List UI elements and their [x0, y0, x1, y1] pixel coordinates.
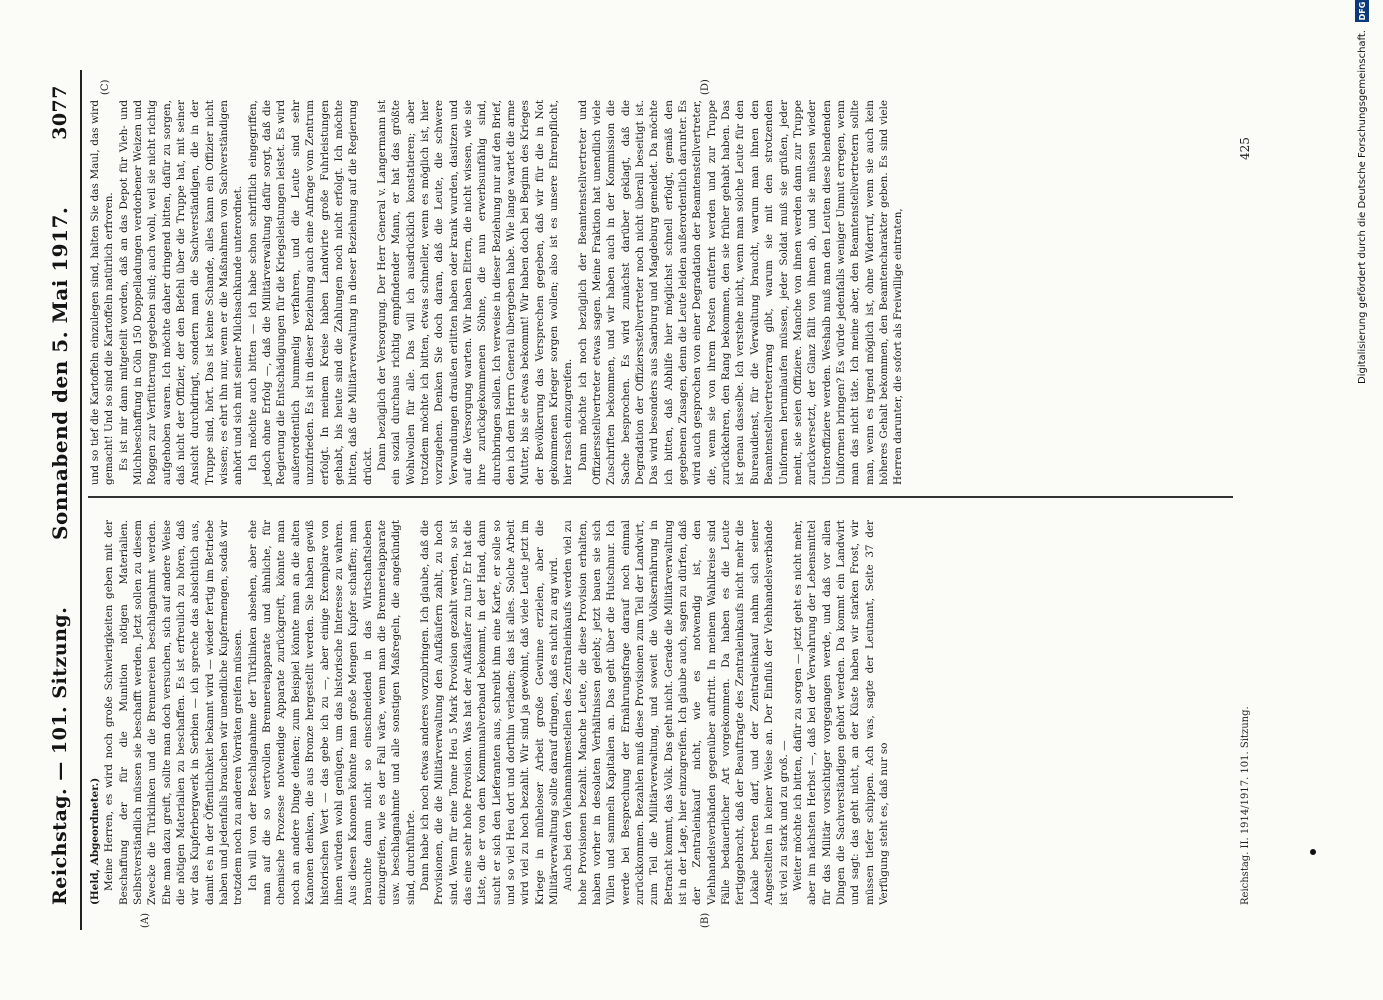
left-paragraph: Meine Herren, es wird noch große Schwierigkeiten geben mit der Beschaffung der für die Munition nötigen Materialien. Selbstverständlich müssen sie beschafft werden. Jetzt sollen zu diesem Zwecke die Türklinken und die Brennereien beschlagnahmt werden. Ehe man dazu greift, sollte man doch versuchen, sich auf andere Weise die nötigen Materialien zu beschaffen. Es ist erfreulich zu hören, daß wir das Kupferbergwerk in Serbien — ich spreche das absichtlich aus, damit es in der Öffentlichkeit bekannt wird — wieder fertig im Betriebe haben und jedenfalls brauchen wir unendliche Kupfermengen, sodaß wir trotzdem noch zu anderen Vorräten greifen müssen. — [103, 520, 245, 905]
left-column — [88, 520, 891, 905]
right-column — [88, 100, 906, 485]
margin-marker-a: (A) — [140, 912, 151, 928]
page-footer: Reichstag. II. 1914/1917. 101. Sitzung. — [1240, 706, 1251, 905]
right-paragraph: Dann bezüglich der Versorgung. Der Herr General v. Langermann ist ein sozial durchaus richtig empfindender Mann, er hat das größte Wohlwollen für alle. Das will ich ausdrücklich konstatieren; aber trotzdem möchte ich bitten, etwas schneller, wenn es möglich ist, hier vorzugehen. Denken Sie doch daran, daß die Leute, die schwere Verwundungen draußen erlitten haben oder krank wurden, dasitzen und auf die Versorgung warten. Wir haben Eltern, die nicht wissen, wie sie ihre zurückgekommenen Söhne, die nun erwerbsunfähig sind, durchbringen sollen. Ich verweise in dieser Beziehung nur auf den Brief, den ich dem Herrn General übergeben habe. Wie lange wartet die arme Mutter, bis sie etwas bekommt! Wir haben doch bei Beginn des Krieges der Bevölkerung das Versprechen gegeben, daß wir für die in Not gekommenen Krieger sorgen wollen; also ist es unsere Ehrenpflicht, hier rasch einzugreifen. — [375, 100, 575, 485]
speaker-intro: (Held, Abgeordneter.) — [89, 777, 101, 905]
signature-number: 425 — [1238, 137, 1252, 160]
digitization-note — [1350, 0, 1374, 770]
ink-dot — [1310, 849, 1316, 855]
header-rule — [80, 70, 82, 930]
header-date: Sonnabend den 5. Mai 1917. — [48, 206, 72, 540]
left-paragraph: Auch bei den Viehannahmestellen des Zentraleinkaufs werden viel zu hohe Provisionen bezahlt. Manche Leute, die diese Provision erhalten, haben vorher in desolaten Verhältnissen gelebt; jetzt bauen sie sich Villen und sammeln Kapitalien an. Das geht über die Hutschnur. Ich werde bei Besprechung der Ernährungsfrage darauf noch einmal zurückkommen. Bezahlen muß diese Provisionen zum Teil der Landwirt, zum Teil die Militärverwaltung, und soweit die Volksernährung in Betracht kommt, das Volk. Das geht nicht. Gerade die Militärverwaltung ist in der Lage, hier einzugreifen. Ich glaube auch, sagen zu dürfen, daß der Zentraleinkauf nicht, wie es notwendig ist, den Viehhandelsverbänden gegenüber auftritt. In meinem Wahlkreise sind Fälle bedauerlicher Art vorgekommen. Da haben es die Leute fertiggebracht, daß der Beauftragte des Zentraleinkaufs nicht mehr die Lokale betreten darf, und der Zentraleinkauf nahm sich seiner Angestellten in keiner Weise an. Der Einfluß der Viehhandelsverbände ist viel zu stark und zu groß. — — [562, 520, 790, 905]
left-paragraph: Ich will von der Beschlagnahme der Türklinken absehen, aber ehe man auf die so wertvollen Brennereiapparate und ähnliche, für chemische Prozesse notwendige Apparate zurückgreift, könnte man noch an andere Dinge denken; zum Beispiel könnte man an die alten Kanonen denken, die aus Bronze hergestellt werden. Sie haben gewiß historischen Wert — das gebe ich zu —, aber einige Exemplare von ihnen würden wohl genügen, um das historische Interesse zu wahren. Aus diesen Kanonen könnte man große Mengen Kupfer schaffen; man brauchte dann nicht so einschneidend in das Wirtschaftsleben einzugreifen, wie es der Fall wäre, wenn man die Brennereiapparate usw. beschlagnahmte und alle sonstigen Maßregeln, die angekündigt sind, durchführte. — [246, 520, 417, 905]
running-header — [45, 85, 75, 905]
margin-marker-b: (B) — [700, 912, 711, 928]
right-paragraph: Ich möchte auch bitten — ich habe schon schriftlich eingegriffen, jedoch ohne Erfolg —, daß die Militärverwaltung dafür sorgt, daß die Regierung die Entschädigungen für die Kriegsleistungen leistet. Es wird außerordentlich bummelig verfahren, und die Leute sind sehr unzufrieden. Es ist in dieser Beziehung auch eine Anfrage vom Zentrum erfolgt. In meinem Kreise haben Landwirte große Fuhrleistungen gehabt, bis heute sind die Zahlungen noch nicht erfolgt. Ich möchte bitten, daß die Militärverwaltung in dieser Beziehung auf die Regierung drückt. — [246, 100, 374, 485]
digitization-text: Digitalisierung gefördert durch die Deutsche Forschungsgemeinschaft. — [1356, 30, 1368, 385]
margin-marker-c: (C) — [100, 79, 111, 95]
right-paragraph: Es ist mir dann mitgeteilt worden, daß an das Depot für Vieh- und Milchbeschaffung in Cöln 150 Doppelladungen verdorbener Weizen und Roggen zur Verfütterung gegeben sind; auch wohl, weil sie nicht richtig aufgehoben waren. Ich möchte daher dringend bitten, dafür zu sorgen, daß nicht der Offizier, der den Befehl über die Truppe hat, mit seiner Ansicht durchdringt, sondern man die Sachverständigen, die in der Truppe sind, hört. Das ist keine Schande, alles kann ein Offizier nicht wissen; es ehrt ihn nur, wenn er die Maßnahmen von Sachverständigen anhört und sich mit seiner Milchsachkunde unterordnet. — [117, 100, 245, 485]
right-paragraph: Dann möchte ich noch bezüglich der Beamtenstellvertreter und Offiziersstellvertreter etwas sagen. Meine Fraktion hat unendlich viele Zuschriften bekommen, und wir haben auch in der Kommission die Sache besprochen. Es wird zunächst darüber geklagt, daß die Degradation der Offiziersstellvertreter noch nicht überall beseitigt ist. Das wird besonders aus Saarburg und Magdeburg gemeldet. Da möchte ich bitten, daß Abhilfe hier möglichst schnell erfolgt, gemäß den gegebenen Zusagen, denn die Leute leiden außerordentlich darunter. Es wird auch gesprochen von einer Degradation der Beamtenstellvertreter, die, wenn sie von ihrem Posten entfernt werden und zur Truppe zurückkehren, den Rang bekommen, den sie früher gehabt haben. Das ist genau dasselbe. Ich verstehe nicht, wenn man solche Leute für den Bureaudienst, für die Verwaltung braucht, warum man ihnen den Beamtenstellvertreterrang gibt, warum sie mit den strotzenden Uniformen herumlaufen müssen, jeder Soldat muß sie grüßen, jeder meint, sie seien Offiziere. Manche von ihnen werden dann zur Truppe zurückversetzt, der Glanz fällt von ihnen ab, und sie müssen wieder Unteroffiziere werden. Weshalb muß man den Leuten diese blendenden Uniformen bringen? Es würde jedenfalls weniger Unmut erregen, wenn man das nicht täte. Ich meine aber, den Beamtenstellvertretern sollte man, wenn es irgend möglich ist, ohne Widerruf, wenn sie auch kein höheres Gehalt bekommen, den Beamtencharakter geben. Es sind viele Herren darunter, die sofort als Freiwillige eintraten, — [576, 100, 905, 485]
page-number: 3077 — [49, 85, 71, 140]
dfg-logo-icon: DFG — [1355, 0, 1369, 22]
left-paragraph: Dann habe ich noch etwas anderes vorzubringen. Ich glaube, daß die Provisionen, die die Militärverwaltung den Aufkäufern zahlt, zu hoch sind. Wenn für eine Tonne Heu 5 Mark Provision gezahlt werden, so ist das eine sehr hohe Provision. Was hat der Aufkäufer zu tun? Er hat die Liste, die er von dem Kommunalverband bekommt, in der Hand, dann sucht er sich den Lieferanten aus, schreibt ihm eine Karte, er solle so und so viel Heu dort und dorthin verladen; das ist alles. Solche Arbeit wird viel zu hoch bezahlt. Wir sind ja gewöhnt, daß viele Leute jetzt im Kriege in müheloser Arbeit große Gewinne erzielen, aber die Militärverwaltung sollte darauf dringen, daß es nicht zu arg wird. — [418, 520, 560, 905]
left-paragraph: Weiter möchte ich bitten, dafür zu sorgen — jetzt geht es nicht mehr, aber im nächsten Herbst —, daß bei der Verwahrung der Lebensmittel für das Militär vorsichtiger vorgegangen werde, und daß vor allen Dingen die Sachverständigen gehört werden. Da kommt ein Landwirt und sagt: das geht nicht, an der Küste haben wir starken Frost, wir müssen tiefer schippen. Ach was, sagte der Leutnant, Seite 37 der Verfügung steht es, daß nur so — [791, 520, 890, 905]
header-left: Reichstag. — 101. Sitzung. — [49, 606, 71, 905]
margin-marker-d: (D) — [700, 79, 711, 95]
column-divider — [88, 497, 1233, 499]
right-paragraph: und so tief die Kartoffeln einzulegen sind, halten Sie das Maul, das wird gemacht! Und so sind die Kartoffeln natürlich erfroren. — [89, 100, 116, 485]
